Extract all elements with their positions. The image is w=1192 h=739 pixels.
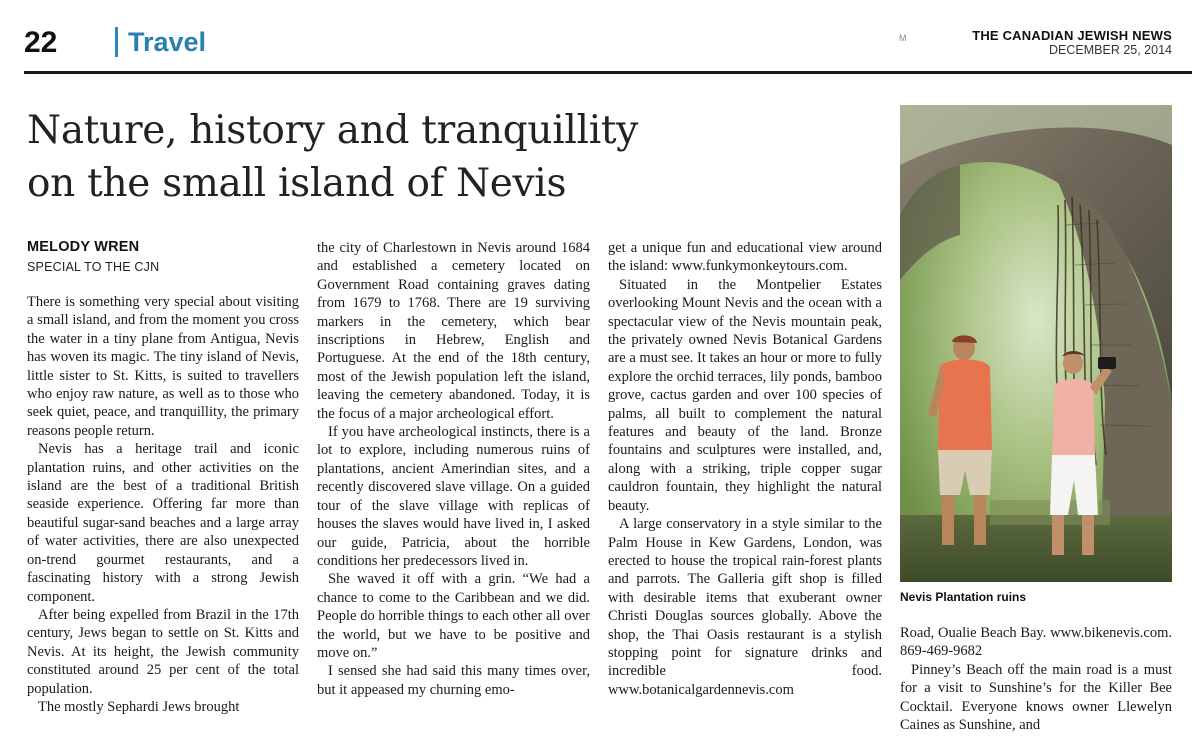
publication-info xyxy=(972,29,1172,57)
section-label: Travel xyxy=(115,27,206,57)
paragraph: Situated in the Montpelier Estates overlooking Mount Nevis and the ocean with a spectacular view of the Nevis mountain peak, the privately owned Nevis Botanical Gardens are a must see. It takes an hour or more to fully explore the orchid terraces, lily ponds, bamboo grove, cactus garden and over 100 species of palms, all built to complement the natural features and beauty of the land. Bronze fountains and sculptures were installed, and, along with a striking, triple copper sugar cauldron fountain, they highlight the natural beauty. xyxy=(608,276,882,514)
page-marker: M xyxy=(899,33,907,43)
plantation-ruins-illustration xyxy=(900,105,1172,582)
byline-credit: SPECIAL TO THE CJN xyxy=(27,260,160,274)
paragraph: Road, Oualie Beach Bay. www.bikenevis.com. 869-469-9682 xyxy=(900,625,1172,660)
article-column-1 xyxy=(27,293,299,739)
page-number: 22 xyxy=(24,26,58,59)
photo-caption: Nevis Plantation ruins xyxy=(900,590,1027,604)
article-column-3 xyxy=(608,239,882,739)
headline-line-2: on the small island of Nevis xyxy=(27,161,567,206)
paragraph: get a unique fun and educational view around the island: www.funkymonkeytours.com. xyxy=(608,240,882,275)
paragraph: After being expelled from Brazil in the 17th century, Jews began to settle on St. Kitts and Nevis. At its height, the Jewish community constituted around 25 per cent of the total population. xyxy=(27,606,299,697)
article-column-4 xyxy=(900,624,1172,739)
paragraph: There is something very special about visiting a small island, and from the moment you cross the water in a tiny plane from Antigua, Nevis has woven its magic. The tiny island of Nevis, little sister to St. Kitts, is suited to travellers who enjoy raw nature, as well as to those who seek quiet, peace, and tranquillity, the primary reasons people return. xyxy=(27,294,299,439)
paragraph: The mostly Sephardi Jews brought xyxy=(38,698,240,715)
paragraph: the city of Charlestown in Nevis around 1684 and established a cemetery located on Government Road containing graves dating from 1679 to 1768. There are 19 surviving markers in the cemetery, which bear inscriptions in Hebrew, English and Portuguese. At the end of the 18th century, most of the Jewish population left the island, leaving the cemetery abandoned. Today, it is the focus of a major archeological effort. xyxy=(317,240,590,422)
publication-name: THE CANADIAN JEWISH NEWS xyxy=(972,28,1172,43)
publication-date: DECEMBER 25, 2014 xyxy=(1049,43,1172,57)
header-rule xyxy=(24,71,1192,74)
paragraph: Nevis has a heritage trail and iconic plantation ruins, and other activities on the island are the best of a traditional British seaside experience. Offering far more than beautiful sugar-sand beaches and a large array of water activities, there are also unexpected on-trend gourmet restaurants, and a fascinating history with a strong Jewish component. xyxy=(27,441,299,605)
paragraph: Pinney’s Beach off the main road is a must for a visit to Sunshine’s for the Killer Bee Cocktail. Everyone knows owner Llewelyn Caines as Sunshine, and xyxy=(900,661,1172,734)
paragraph: If you have archeological instincts, there is a lot to explore, including numerous ruins of plantations, ancient Amerindian sites, and a recently discovered slave village. On a guided tour of the slave village with replicas of houses the slaves would have lived in, I asked our guide, Patricia, about the horrible conditions her predecessors lived in. xyxy=(317,424,590,569)
article-column-2 xyxy=(317,239,590,739)
headline-line-1: Nature, history and tranquillity xyxy=(27,108,639,153)
headline xyxy=(27,104,887,210)
paragraph: A large conservatory in a style similar to the Palm House in Kew Gardens, London, was erected to house the tropical rain-forest plants and parrots. The Galleria gift shop is filled with desirable items that exuberant owner Christi Douglas sources globally. Above the shop, the Thai Oasis restaurant is a stylish stopping point for signature drinks and incredible food. www.botanicalgardennevis.com xyxy=(608,516,882,698)
byline-author: MELODY WREN xyxy=(27,239,140,255)
paragraph: She waved it off with a grin. “We had a chance to come to the Caribbean and we did. People do horrible things to each other all over the world, but we have to be positive and move on.” xyxy=(317,571,590,661)
paragraph: I sensed she had said this many times over, but it appeased my churning emo- xyxy=(317,663,590,698)
article-photo xyxy=(900,105,1172,582)
